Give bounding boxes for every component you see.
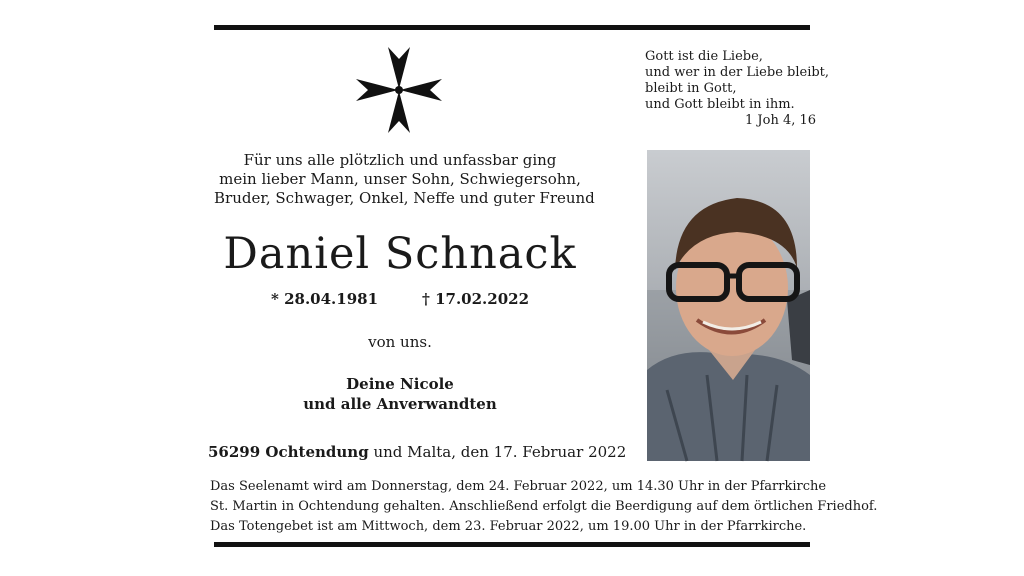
detail-line: Das Seelenamt wird am Donnerstag, dem 24. Februar 2022, um 14.30 Uhr in der Pfarrkirche (210, 479, 827, 494)
verse-line: bleibt in Gott, (645, 81, 737, 96)
birth-date: * 28.04.1981 (271, 290, 379, 308)
deceased-name: Daniel Schnack (223, 229, 577, 279)
place-date: und Malta, den 17. Februar 2022 (368, 443, 627, 461)
verse-line: Gott ist die Liebe, (645, 49, 763, 64)
detail-line: Das Totengebet ist am Mittwoch, dem 23. Februar 2022, um 19.00 Uhr in der Pfarrkirche. (210, 519, 807, 534)
closing-text: von uns. (368, 333, 432, 351)
verse-reference: 1 Joh 4, 16 (745, 113, 817, 128)
service-details (210, 477, 877, 537)
signer-line: und alle Anverwandten (303, 395, 497, 413)
verse-line: und Gott bleibt in ihm. (645, 97, 795, 112)
bottom-rule (214, 542, 810, 547)
signers (214, 374, 586, 414)
place-and-date (208, 443, 626, 461)
intro-line: mein lieber Mann, unser Sohn, Schwiegersohn, (219, 170, 581, 188)
bible-verse (645, 49, 829, 129)
top-rule (214, 25, 810, 30)
detail-line: St. Martin in Ochtendung gehalten. Anschließend erfolgt die Beerdigung auf dem örtlichen Friedhof. (210, 499, 878, 514)
obituary-notice (208, 25, 878, 549)
intro-line: Bruder, Schwager, Onkel, Neffe und guter Freund (214, 189, 595, 207)
death-date: † 17.02.2022 (422, 290, 530, 308)
verse-line: und wer in der Liebe bleibt, (645, 65, 830, 80)
signer-line: Deine Nicole (346, 375, 454, 393)
portrait-photo (647, 150, 810, 461)
intro-line: Für uns alle plötzlich und unfassbar ging (243, 151, 557, 169)
town: 56299 Ochtendung (208, 443, 369, 461)
maltese-cross-icon (354, 45, 444, 135)
intro-text (214, 151, 595, 208)
